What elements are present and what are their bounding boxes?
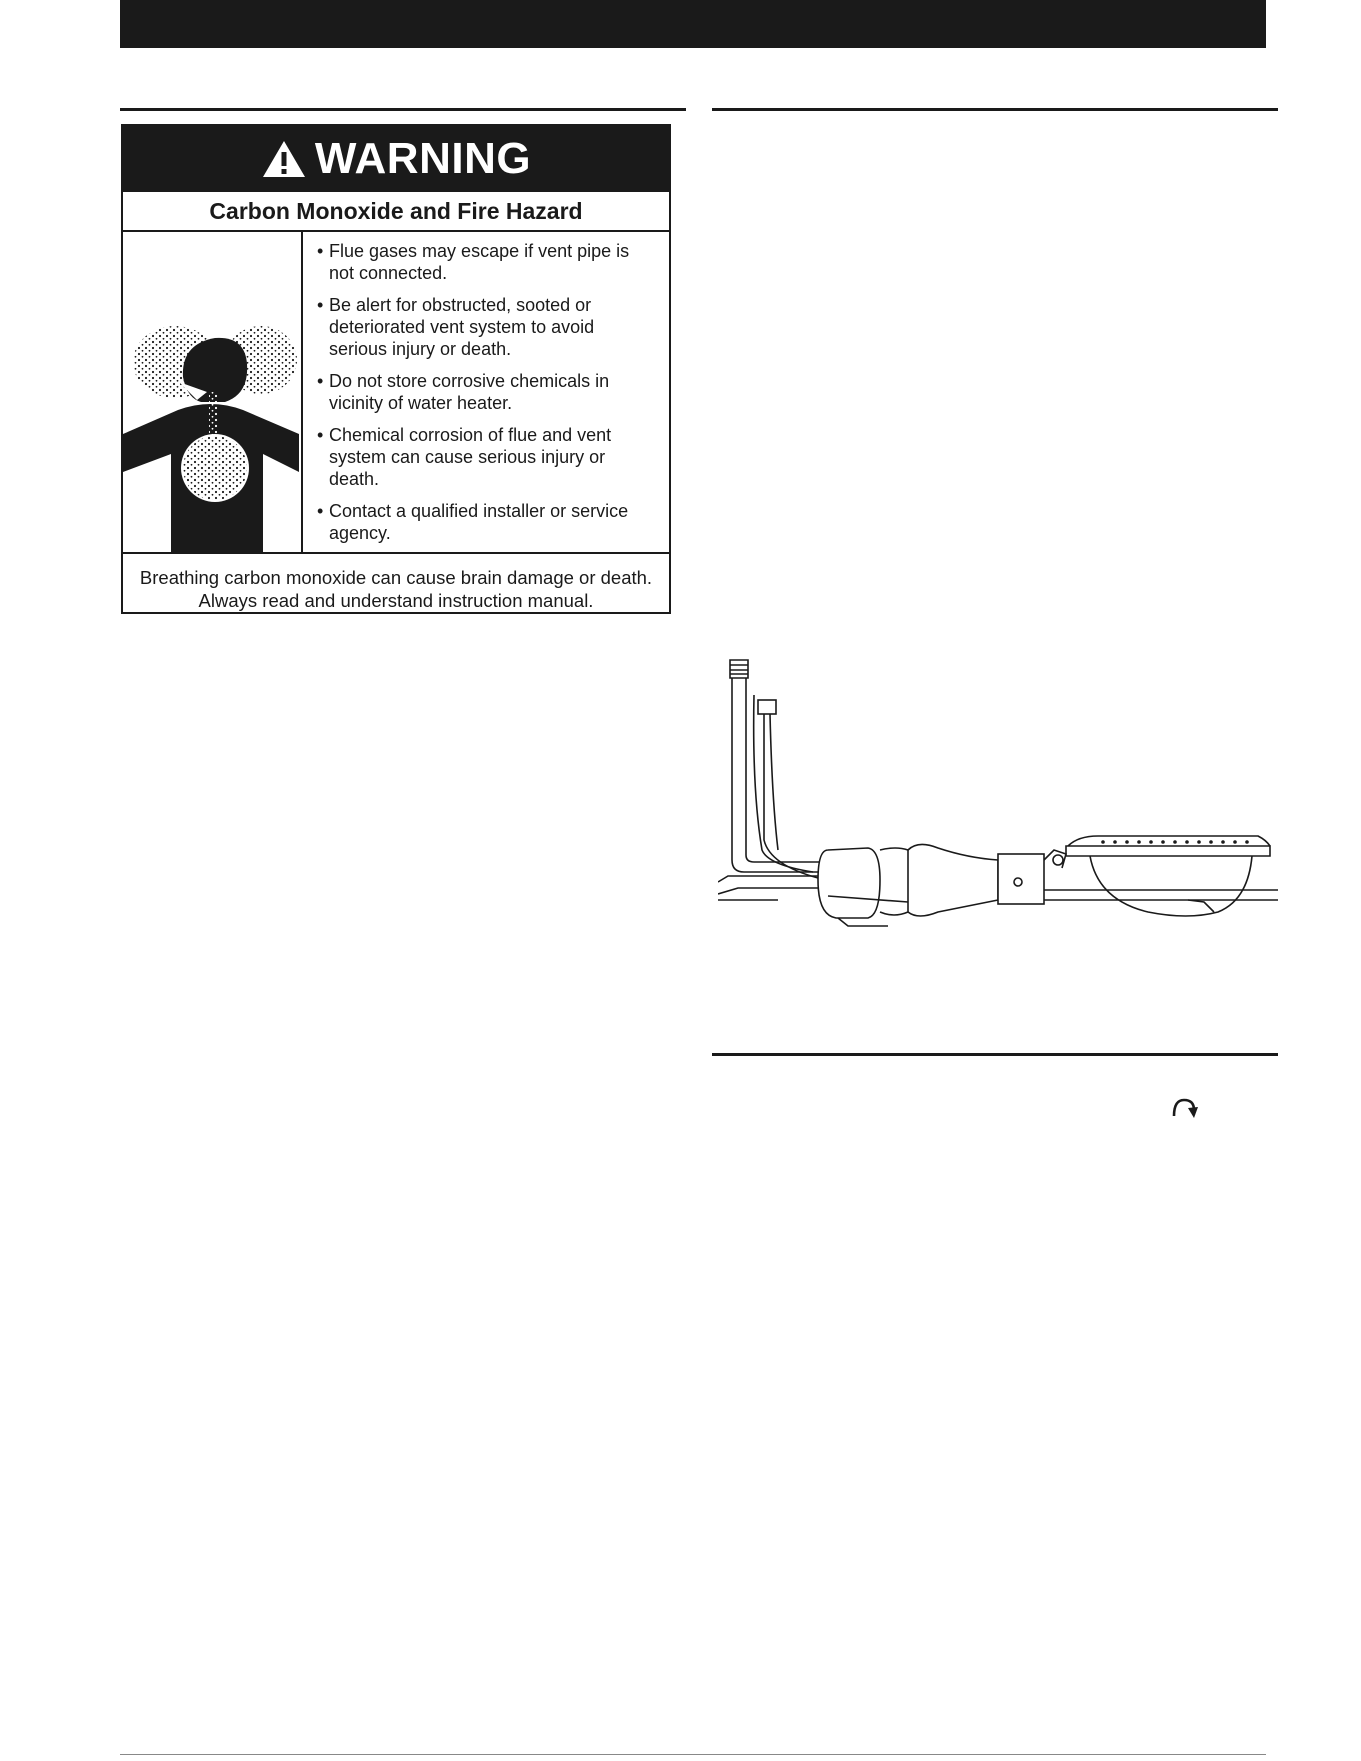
warning-heading-bar <box>123 126 669 192</box>
list-item: • Do not store corrosive chemicals in vicinity of water heater. <box>317 371 610 413</box>
warning-triangle-icon <box>261 139 307 179</box>
list-item: • Chemical corrosion of flue and vent system can cause serious injury or death. <box>317 425 612 489</box>
hazard-pictogram <box>123 232 303 552</box>
right-section-rule-middle <box>712 1053 1278 1056</box>
burner-assembly-icon <box>718 650 1278 960</box>
list-item: • Contact a qualified installer or service agency. <box>317 501 629 543</box>
warning-footer: Breathing carbon monoxide can cause brain damage or death. Always read and understand instruction manual. <box>139 567 653 611</box>
carbon-monoxide-person-icon <box>123 232 299 552</box>
page-bottom-rule <box>120 1754 1266 1755</box>
list-item: • Be alert for obstructed, sooted or deteriorated vent system to avoid serious injury or death. <box>317 295 595 359</box>
warning-label <box>121 124 671 614</box>
right-section-rule-top <box>712 108 1278 111</box>
warning-bullet-list <box>303 232 669 552</box>
warning-subtitle: Carbon Monoxide and Fire Hazard <box>123 192 669 232</box>
page-header-bar <box>120 0 1266 48</box>
burner-assembly-figure <box>718 650 1278 965</box>
warning-heading: WARNING <box>314 134 532 183</box>
list-item: • Flue gases may escape if vent pipe is not connected. <box>317 241 630 283</box>
clockwise-arrow-icon <box>1170 1094 1198 1122</box>
left-section-rule <box>120 108 686 111</box>
